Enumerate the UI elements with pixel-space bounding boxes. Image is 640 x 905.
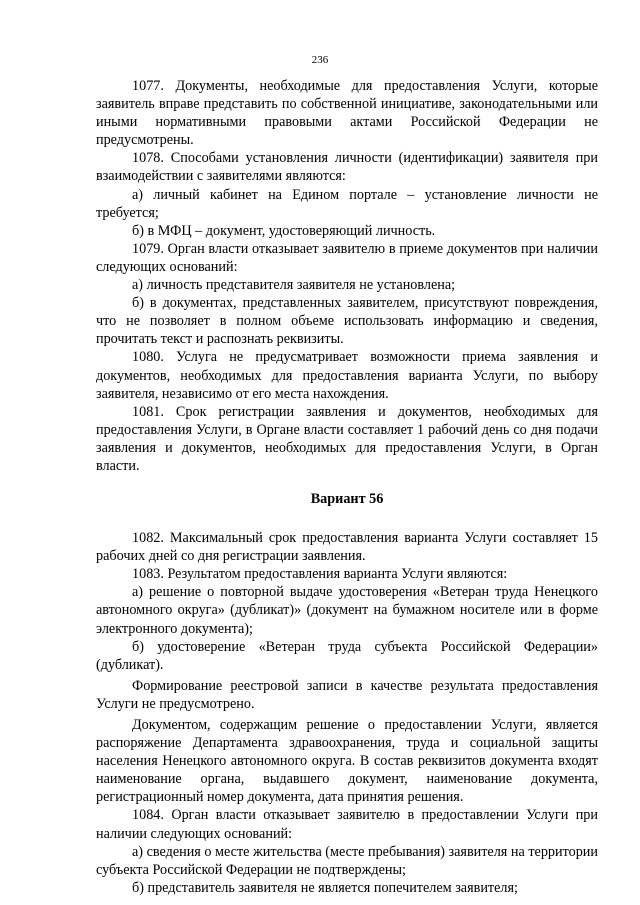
paragraph-1078-a: а) личный кабинет на Едином портале – установление личности не требуется; (96, 186, 598, 221)
paragraph-1079-b: б) в документах, представленных заявителем, присутствуют повреждения, что не позволяет в полном объеме использовать информацию и сведения, прочитать текст и распознать реквизиты. (96, 295, 598, 348)
paragraph-1084: 1084. Орган власти отказывает заявителю в предоставлении Услуги при наличии следующих оснований: (96, 807, 598, 842)
paragraph-1078-b: б) в МФЦ – документ, удостоверяющий личность. (132, 222, 436, 239)
page-number: 236 (311, 54, 329, 66)
paragraph-1084-a: а) сведения о месте жительства (месте пребывания) заявителя на территории субъекта Российской Федерации не подтверждены; (96, 843, 598, 878)
paragraph-1081: 1081. Срок регистрации заявления и документов, необходимых для предоставления Услуги, в Органе власти составляет 1 рабочий день со дня подачи заявления и документов, необходимых для предоставления Услуги, в Орган власти. (96, 403, 598, 474)
paragraph-1079: 1079. Орган власти отказывает заявителю в приеме документов при наличии следующих оснований: (96, 240, 598, 275)
paragraph-1084-b: б) представитель заявителя не является попечителем заявителя; (132, 879, 518, 896)
paragraph-1083-b: б) удостоверение «Ветеран труда субъекта Российской Федерации» (дубликат). (96, 638, 598, 673)
paragraph-registry-record: Формирование реестровой записи в качестве результата предоставления Услуги не предусмотрено. (96, 677, 598, 712)
paragraph-1080: 1080. Услуга не предусматривает возможности приема заявления и документов, необходимых для предоставления варианта Услуги, по выбору заявителя, независимо от его места нахождения. (96, 349, 598, 402)
paragraph-1083: 1083. Результатом предоставления варианта Услуги являются: (132, 566, 508, 583)
paragraph-decision-document: Документом, содержащим решение о предоставлении Услуги, является распоряжение Департамента здравоохранения, труда и социальной защиты населения Ненецкого автономного округа. В состав реквизитов документа входят наименование органа, выдавшего документ, наименование документа, регистрационный номер документа, дата принятия решения. (96, 717, 598, 806)
paragraph-1083-a: а) решение о повторной выдаче удостоверения «Ветеран труда Ненецкого автономного округа» (дубликат)» (документ на бумажном носителе или в форме электронного документа); (96, 584, 598, 637)
paragraph-1077: 1077. Документы, необходимые для предоставления Услуги, которые заявитель вправе представить по собственной инициативе, законодательными или иными нормативными правовыми актами Российской Федерации не предусмотрены. (96, 78, 598, 149)
paragraph-1082: 1082. Максимальный срок предоставления варианта Услуги составляет 15 рабочих дней со дня регистрации заявления. (96, 530, 598, 565)
document-body (96, 77, 598, 897)
paragraph-1079-a: а) личность представителя заявителя не установлена; (132, 277, 456, 294)
section-heading: Вариант 56 (310, 491, 384, 508)
paragraph-1078: 1078. Способами установления личности (идентификации) заявителя при взаимодействии с заявителями являются: (96, 150, 598, 185)
